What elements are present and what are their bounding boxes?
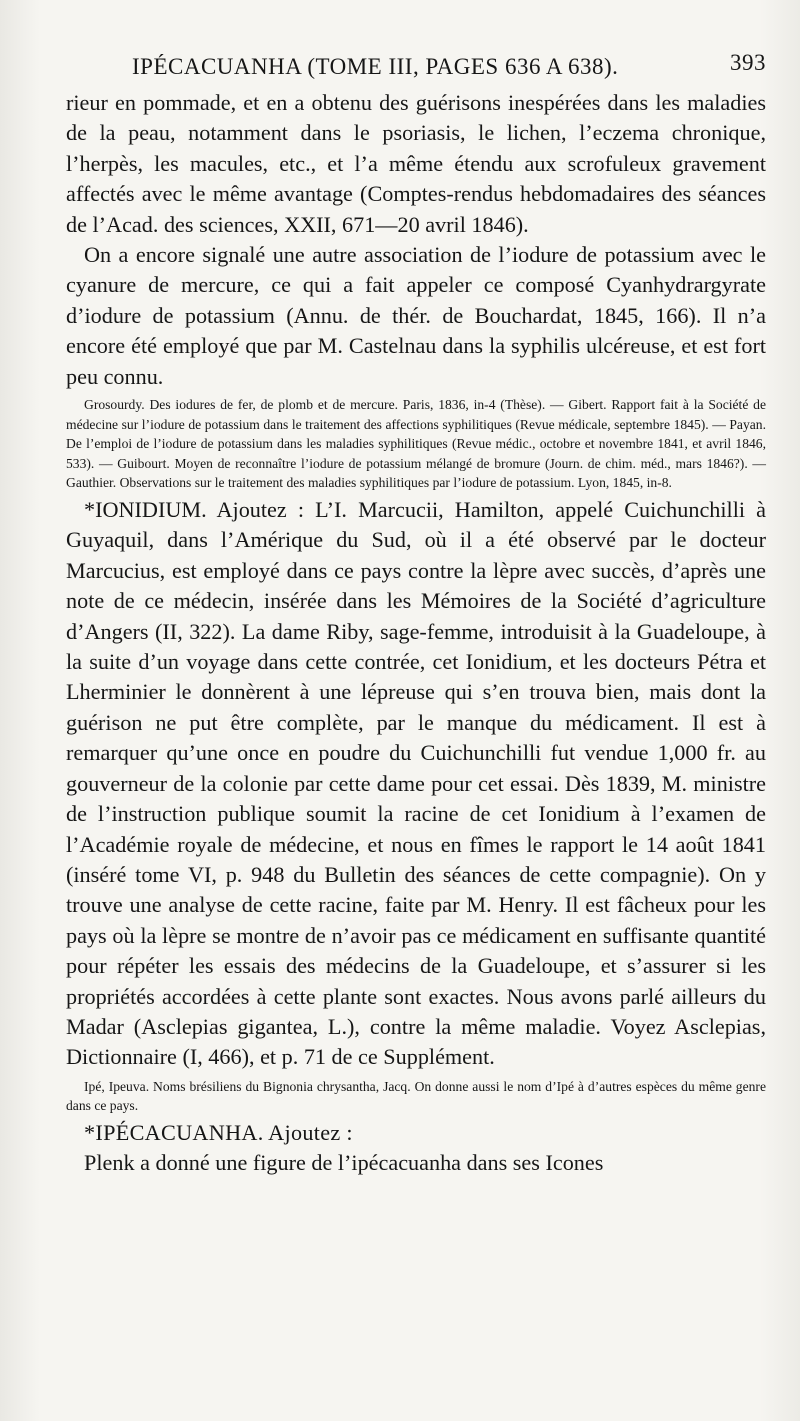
bibliography-notes [66,395,766,493]
paragraph-cyanhydrargyrate: On a encore signalé une autre association de l’iodure de potassium avec le cyanure de mercure, ce qui a fait appeler ce composé Cyanhydrargyrate d’iodure de potassium (Annu. de thér. de Bouchardat, 1845, 166). Il n’a encore été employé que par M. Castelnau dans la syphilis ulcéreuse, et est fort peu connu. [66,242,766,389]
running-header [66,48,766,88]
ipecacuanha-heading: *IPÉCACUANHA. Ajoutez : [84,1119,353,1145]
ipecacuanha-entry [66,1118,766,1179]
page-number: 393 [730,50,766,75]
paragraph-ionidium: *IONIDIUM. Ajoutez : L’I. Marcucii, Hamilton, appelé Cuichunchilli à Guyaquil, dans l’Amérique du Sud, où il a été observé par le docteur Marcucius, est employé dans ce pays contre la lèpre avec succès, d’après une note de ce médecin, insérée dans les Mémoires de la Société d’agriculture d’Angers (II, 322). La dame Riby, sage-femme, introduisit à la Guadeloupe, à la suite d’un voyage dans cette contrée, cet Ionidium, et les docteurs Pétra et Lherminier le donnèrent à une lépreuse qui s’en trouva bien, mais dont la guérison ne put être complète, par le manque du médicament. Il est à remarquer qu’une once en poudre du Cuichunchilli fut vendue 1,000 fr. au gouverneur de la colonie par cette dame pour cet essai. Dès 1839, M. ministre de l’instruction publique soumit la racine de cet Ionidium à l’examen de l’Académie royale de médecine, et nous en fîmes le rapport le 14 août 1841 (inséré tome VI, p. 948 du Bulletin des séances de cette compagnie). On y trouve une analyse de cette racine, faite par M. Henry. Il est fâcheux pour les pays où la lèpre se montre de n’avoir pas ce médicament en suffisante quantité pour répéter les essais des médecins de la Guadeloupe, et s’assurer si les propriétés accordées à cette plante sont exactes. Nous avons parlé ailleurs du Madar (Asclepias gigantea, L.), contre la même maladie. Voyez Asclepias, Dictionnaire (I, 466), et p. 71 de ce Supplément. [66,497,766,1070]
ionidium-entry [66,495,766,1073]
paragraph-continuation: rieur en pommade, et en a obtenu des guérisons inespérées dans les maladies de la peau, notamment dans le psoriasis, le lichen, l’eczema chronique, l’herpès, les macules, etc., et l’a même étendu aux scrofuleux gravement affectés avec le même avantage (Comptes-rendus hebdomadaires des séances de l’Acad. des sciences, XXII, 671—20 avril 1846). [66,90,766,237]
body-text [66,88,766,392]
ipe-note [66,1077,766,1116]
header-title: IPÉCACUANHA (TOME III, PAGES 636 A 638). [132,54,619,79]
notes-ipe: Ipé, Ipeuva. Noms brésiliens du Bignonia chrysantha, Jacq. On donne aussi le nom d’Ipé à d’autres espèces du même genre dans ce pays. [66,1078,766,1114]
paragraph-plenk: Plenk a donné une figure de l’ipécacuanha dans ses Icones [84,1150,604,1176]
notes-iodure: Grosourdy. Des iodures de fer, de plomb et de mercure. Paris, 1836, in-4 (Thèse). — Gibert. Rapport fait à la Société de médecine sur l’iodure de potassium dans le traitement des affections syphilitiques (Revue médicale, septembre 1845). — Payan. De l’emploi de l’iodure de potassium dans les maladies syphilitiques (Revue médic., octobre et novembre 1841, et avril 1846, 533). — Guibourt. Moyen de reconnaître l’iodure de potassium mélangé de bromure (Journ. de chim. méd., mars 1846?). — Gauthier. Observations sur le traitement des maladies syphilitiques par l’iodure de potassium. Lyon, 1845, in-8. [66,397,766,491]
